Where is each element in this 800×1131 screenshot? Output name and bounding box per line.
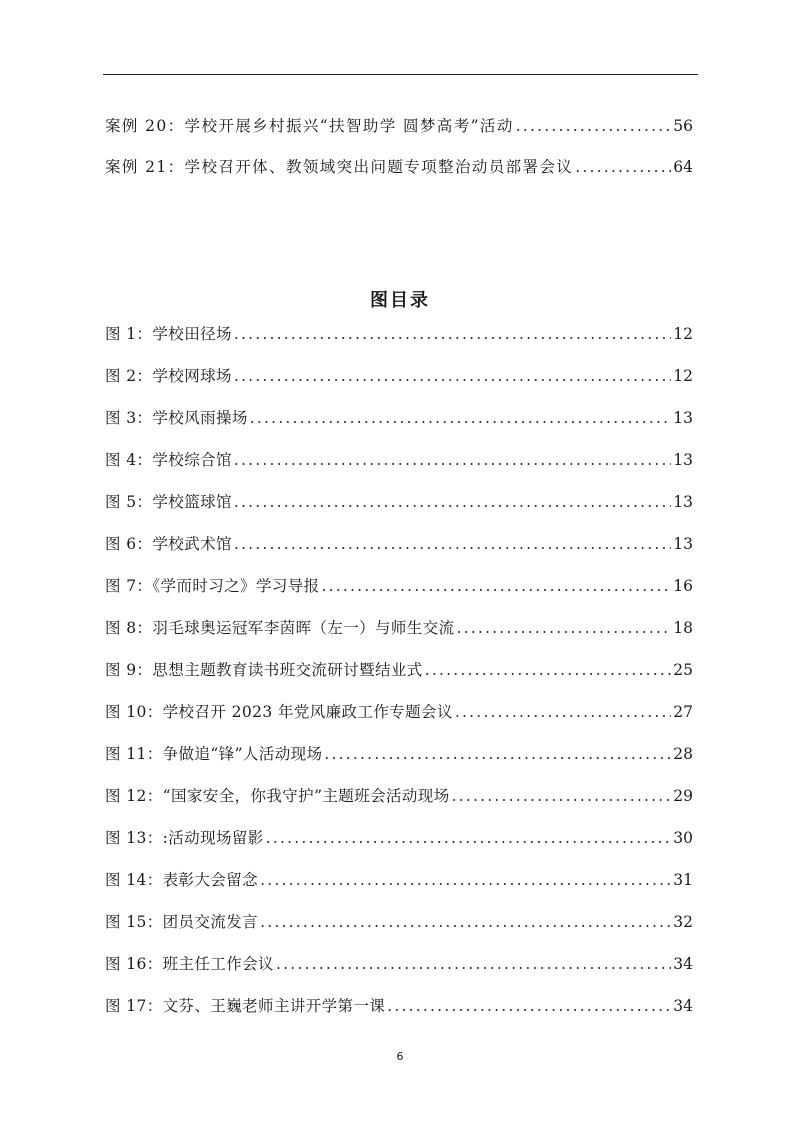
toc-entry-figure-4[interactable] bbox=[105, 449, 693, 471]
toc-entry-figure-11[interactable] bbox=[105, 743, 693, 765]
toc-entry-label: 图 8：羽毛球奥运冠军李茵晖（左一）与师生交流 bbox=[105, 619, 455, 637]
toc-entry-figure-9[interactable] bbox=[105, 659, 693, 681]
toc-entry-page: 13 bbox=[673, 493, 693, 511]
toc-entry-figure-8[interactable] bbox=[105, 617, 693, 639]
toc-entry-page: 34 bbox=[673, 997, 693, 1015]
header-rule bbox=[103, 74, 698, 75]
page-number: 6 bbox=[396, 1050, 404, 1063]
toc-leader-dots bbox=[324, 743, 671, 765]
toc-entry-figure-3[interactable] bbox=[105, 407, 693, 429]
toc-entry-figure-12[interactable] bbox=[105, 785, 693, 807]
toc-entry-figure-6[interactable] bbox=[105, 533, 693, 555]
toc-leader-dots bbox=[387, 995, 671, 1017]
toc-entry-figure-15[interactable] bbox=[105, 911, 693, 933]
toc-leader-dots bbox=[322, 575, 672, 597]
toc-entry-label: 图 13：:活动现场留影 bbox=[105, 829, 264, 847]
toc-leader-dots bbox=[234, 533, 671, 555]
toc-entry-figure-17[interactable] bbox=[105, 995, 693, 1017]
toc-entry-label: 图 3：学校风雨操场 bbox=[105, 409, 248, 427]
toc-leader-dots bbox=[260, 869, 671, 891]
toc-leader-dots bbox=[452, 785, 672, 807]
toc-leader-dots bbox=[425, 659, 672, 681]
toc-entry-label: 图 16：班主任工作会议 bbox=[105, 955, 274, 973]
toc-entry-page: 18 bbox=[673, 619, 693, 637]
toc-entry-label: 图 14：表彰大会留念 bbox=[105, 871, 259, 889]
toc-entry-page: 16 bbox=[673, 577, 693, 595]
toc-entry-label: 图 10：学校召开 2023 年党风廉政工作专题会议 bbox=[105, 703, 453, 721]
toc-entry-page: 28 bbox=[673, 745, 693, 763]
toc-entry-case-21[interactable] bbox=[105, 156, 693, 178]
toc-entry-label: 图 11：争做追“锋”人活动现场 bbox=[105, 745, 323, 763]
toc-entry-figure-2[interactable] bbox=[105, 365, 693, 387]
toc-entry-label: 图 4：学校综合馆 bbox=[105, 451, 232, 469]
toc-entry-label: 案例 20：学校开展乡村振兴“扶智助学 圆梦高考”活动 bbox=[105, 117, 514, 135]
toc-leader-dots bbox=[455, 701, 671, 723]
toc-entry-figure-1[interactable] bbox=[105, 323, 693, 345]
toc-entry-page: 13 bbox=[673, 409, 693, 427]
toc-entry-figure-7[interactable] bbox=[105, 575, 693, 597]
toc-entry-figure-5[interactable] bbox=[105, 491, 693, 513]
toc-leader-dots bbox=[234, 323, 671, 345]
toc-leader-dots bbox=[266, 827, 672, 849]
toc-entry-label: 图 5：学校篮球馆 bbox=[105, 493, 232, 511]
toc-entry-label: 图 7：《学而时习之》学习导报 bbox=[105, 577, 320, 595]
toc-entry-label: 案例 21：学校召开体、教领域突出问题专项整治动员部署会议 bbox=[105, 158, 574, 176]
toc-entry-figure-10[interactable] bbox=[105, 701, 693, 723]
toc-leader-dots bbox=[260, 911, 671, 933]
toc-entry-page: 12 bbox=[673, 367, 693, 385]
toc-entry-page: 13 bbox=[673, 451, 693, 469]
toc-entry-label: 图 2：学校网球场 bbox=[105, 367, 232, 385]
toc-entry-page: 64 bbox=[673, 158, 693, 176]
toc-entry-figure-13[interactable] bbox=[105, 827, 693, 849]
toc-entry-page: 27 bbox=[673, 703, 693, 721]
toc-entry-page: 34 bbox=[673, 955, 693, 973]
toc-leader-dots bbox=[457, 617, 672, 639]
toc-entry-page: 25 bbox=[673, 661, 693, 679]
toc-leader-dots bbox=[234, 365, 671, 387]
toc-leader-dots bbox=[234, 491, 671, 513]
toc-entry-page: 13 bbox=[673, 535, 693, 553]
toc-entry-label: 图 6：学校武术馆 bbox=[105, 535, 232, 553]
toc-entry-page: 32 bbox=[673, 913, 693, 931]
toc-leader-dots bbox=[516, 115, 672, 137]
toc-leader-dots bbox=[276, 953, 671, 975]
figure-toc-title: 图目录 bbox=[370, 290, 430, 311]
toc-entry-page: 56 bbox=[673, 117, 693, 135]
toc-entry-label: 图 12：“国家安全，你我守护”主题班会活动现场 bbox=[105, 787, 450, 805]
toc-entry-page: 12 bbox=[673, 325, 693, 343]
toc-entry-page: 30 bbox=[673, 829, 693, 847]
toc-entry-case-20[interactable] bbox=[105, 115, 693, 137]
toc-entry-figure-14[interactable] bbox=[105, 869, 693, 891]
toc-leader-dots bbox=[234, 449, 671, 471]
toc-entry-label: 图 15：团员交流发言 bbox=[105, 913, 259, 931]
toc-entry-figure-16[interactable] bbox=[105, 953, 693, 975]
toc-entry-page: 29 bbox=[673, 787, 693, 805]
toc-entry-label: 图 9：思想主题教育读书班交流研讨暨结业式 bbox=[105, 661, 423, 679]
toc-leader-dots bbox=[575, 156, 671, 178]
toc-entry-page: 31 bbox=[673, 871, 693, 889]
toc-entry-label: 图 17：文芬、王巍老师主讲开学第一课 bbox=[105, 997, 386, 1015]
toc-entry-label: 图 1：学校田径场 bbox=[105, 325, 232, 343]
toc-leader-dots bbox=[250, 407, 671, 429]
